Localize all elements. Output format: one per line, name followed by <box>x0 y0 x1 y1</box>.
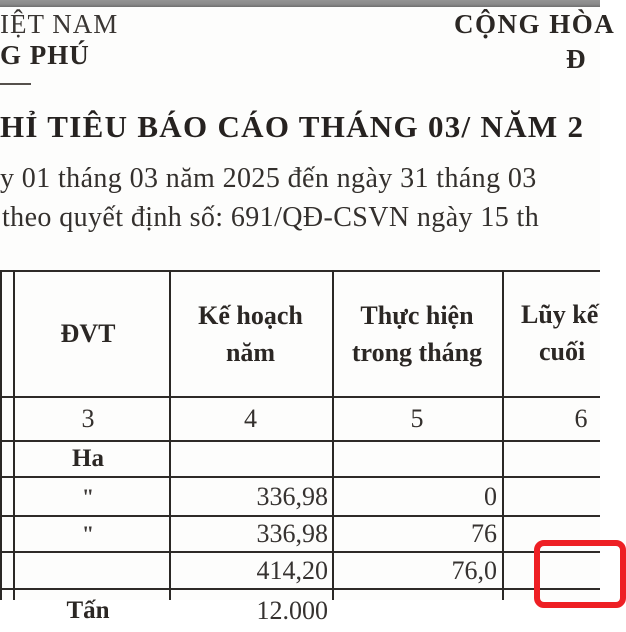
scanner-edge-bar <box>0 0 600 7</box>
table-cell-dvt: Ha <box>72 445 104 472</box>
table-cell-dvt: Tấn <box>66 597 110 624</box>
column-index-4: 4 <box>244 404 257 433</box>
table-cell-ke-hoach: 414,20 <box>256 555 328 585</box>
table-cell-dvt: " <box>81 483 95 509</box>
table-cell-thuc-hien: 76,0 <box>451 555 497 585</box>
column-index-3: 3 <box>81 404 95 433</box>
column-header-ke-hoach-line1: Kế hoạch <box>198 301 303 330</box>
column-index-6: 6 <box>574 404 588 433</box>
column-header-dvt: ĐVT <box>60 319 116 348</box>
column-header-thuc-hien-line1: Thực hiện <box>360 301 474 330</box>
column-header-luy-ke-line2: cuối <box>539 337 586 366</box>
column-header-ke-hoach-line2: năm <box>225 338 276 367</box>
table-cell-ke-hoach: 336,98 <box>256 481 328 511</box>
report-period-line: y 01 tháng 03 năm 2025 đến ngày 31 tháng 03 <box>0 163 537 194</box>
letterhead-underline <box>0 83 31 85</box>
table-cell-thuc-hien: 0 <box>484 481 497 511</box>
table-cell-ke-hoach: 12.000 <box>256 596 328 625</box>
column-header-thuc-hien-line2: trong tháng <box>351 338 483 367</box>
report-title: HỈ TIÊU BÁO CÁO THÁNG 03/ NĂM 2 <box>0 109 585 144</box>
report-decision-line: theo quyết định số: 691/QĐ-CSVN ngày 15 th <box>2 202 540 233</box>
table-col-line-4 <box>502 270 504 600</box>
letterhead-left-line1: IỆT NAM <box>0 9 119 39</box>
table-cell-ke-hoach: 336,98 <box>256 519 328 548</box>
letterhead-right-line1: CỘNG HÒA <box>454 9 616 39</box>
annotation-highlight-box <box>534 540 626 608</box>
column-header-ke-hoach-nam <box>171 272 330 396</box>
letterhead-right-line2: Đ <box>566 44 587 74</box>
column-header-thuc-hien <box>334 272 500 396</box>
column-index-5: 5 <box>410 404 424 433</box>
table-cell-dvt: " <box>81 521 95 546</box>
column-header-luy-ke-line1: Lũy kế <box>521 300 599 329</box>
letterhead-left-line2: G PHÚ <box>0 40 90 70</box>
table-col-line-0 <box>0 270 2 600</box>
table-cell-thuc-hien: 76 <box>471 519 497 548</box>
